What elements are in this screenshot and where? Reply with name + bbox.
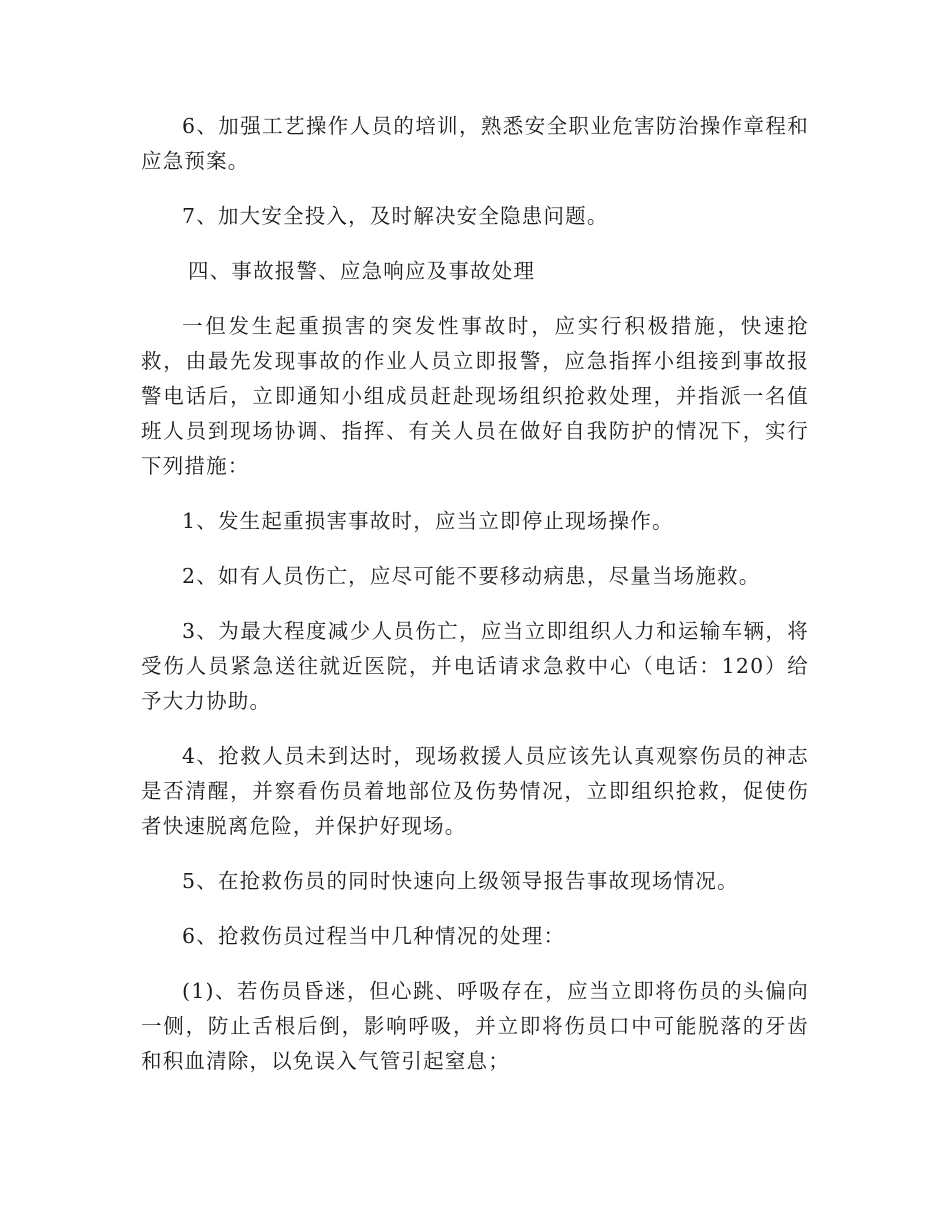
paragraph-safety-investment: 7、加大安全投入，及时解决安全隐患问题。: [182, 204, 609, 228]
section-heading-accident-handling: 四、事故报警、应急响应及事故处理: [188, 259, 536, 283]
paragraph-step-3: 3、为最大程度减少人员伤亡，应当立即组织人力和运输车辆，将受伤人员紧急送往就近医院，并电话请求急救中心（电话：120）给予大力协助。: [141, 619, 809, 713]
paragraph-step-6: 6、抢救伤员过程当中几种情况的处理：: [182, 924, 566, 948]
paragraph-step-2: 2、如有人员伤亡，应尽可能不要移动病患，尽量当场施救。: [182, 564, 761, 588]
paragraph-training: 6、加强工艺操作人员的培训，熟悉安全职业危害防治操作章程和应急预案。: [141, 114, 809, 173]
paragraph-accident-response: 一但发生起重损害的突发性事故时，应实行积极措施，快速抢救，由最先发现事故的作业人员立即报警，应急指挥小组接到事故报警电话后，立即通知小组成员赶赴现场组织抢救处理，并指派一名值班人员到现场协调、指挥、有关人员在做好自我防护的情况下，实行下列措施：: [141, 314, 809, 478]
paragraph-step-4: 4、抢救人员未到达时，现场救援人员应该先认真观察伤员的神志是否清醒，并察看伤员着地部位及伤势情况，立即组织抢救，促使伤者快速脱离危险，并保护好现场。: [141, 744, 809, 838]
paragraph-step-5: 5、在抢救伤员的同时快速向上级领导报告事故现场情况。: [182, 869, 739, 893]
paragraph-step-1: 1、发生起重损害事故时，应当立即停止现场操作。: [182, 509, 674, 533]
paragraph-step-6-sub-1: (1)、若伤员昏迷，但心跳、呼吸存在，应当立即将伤员的头偏向一侧，防止舌根后倒，影响呼吸，并立即将伤员口中可能脱落的牙齿和积血清除，以免误入气管引起窒息；: [141, 979, 809, 1073]
document-body: [141, 109, 809, 1099]
